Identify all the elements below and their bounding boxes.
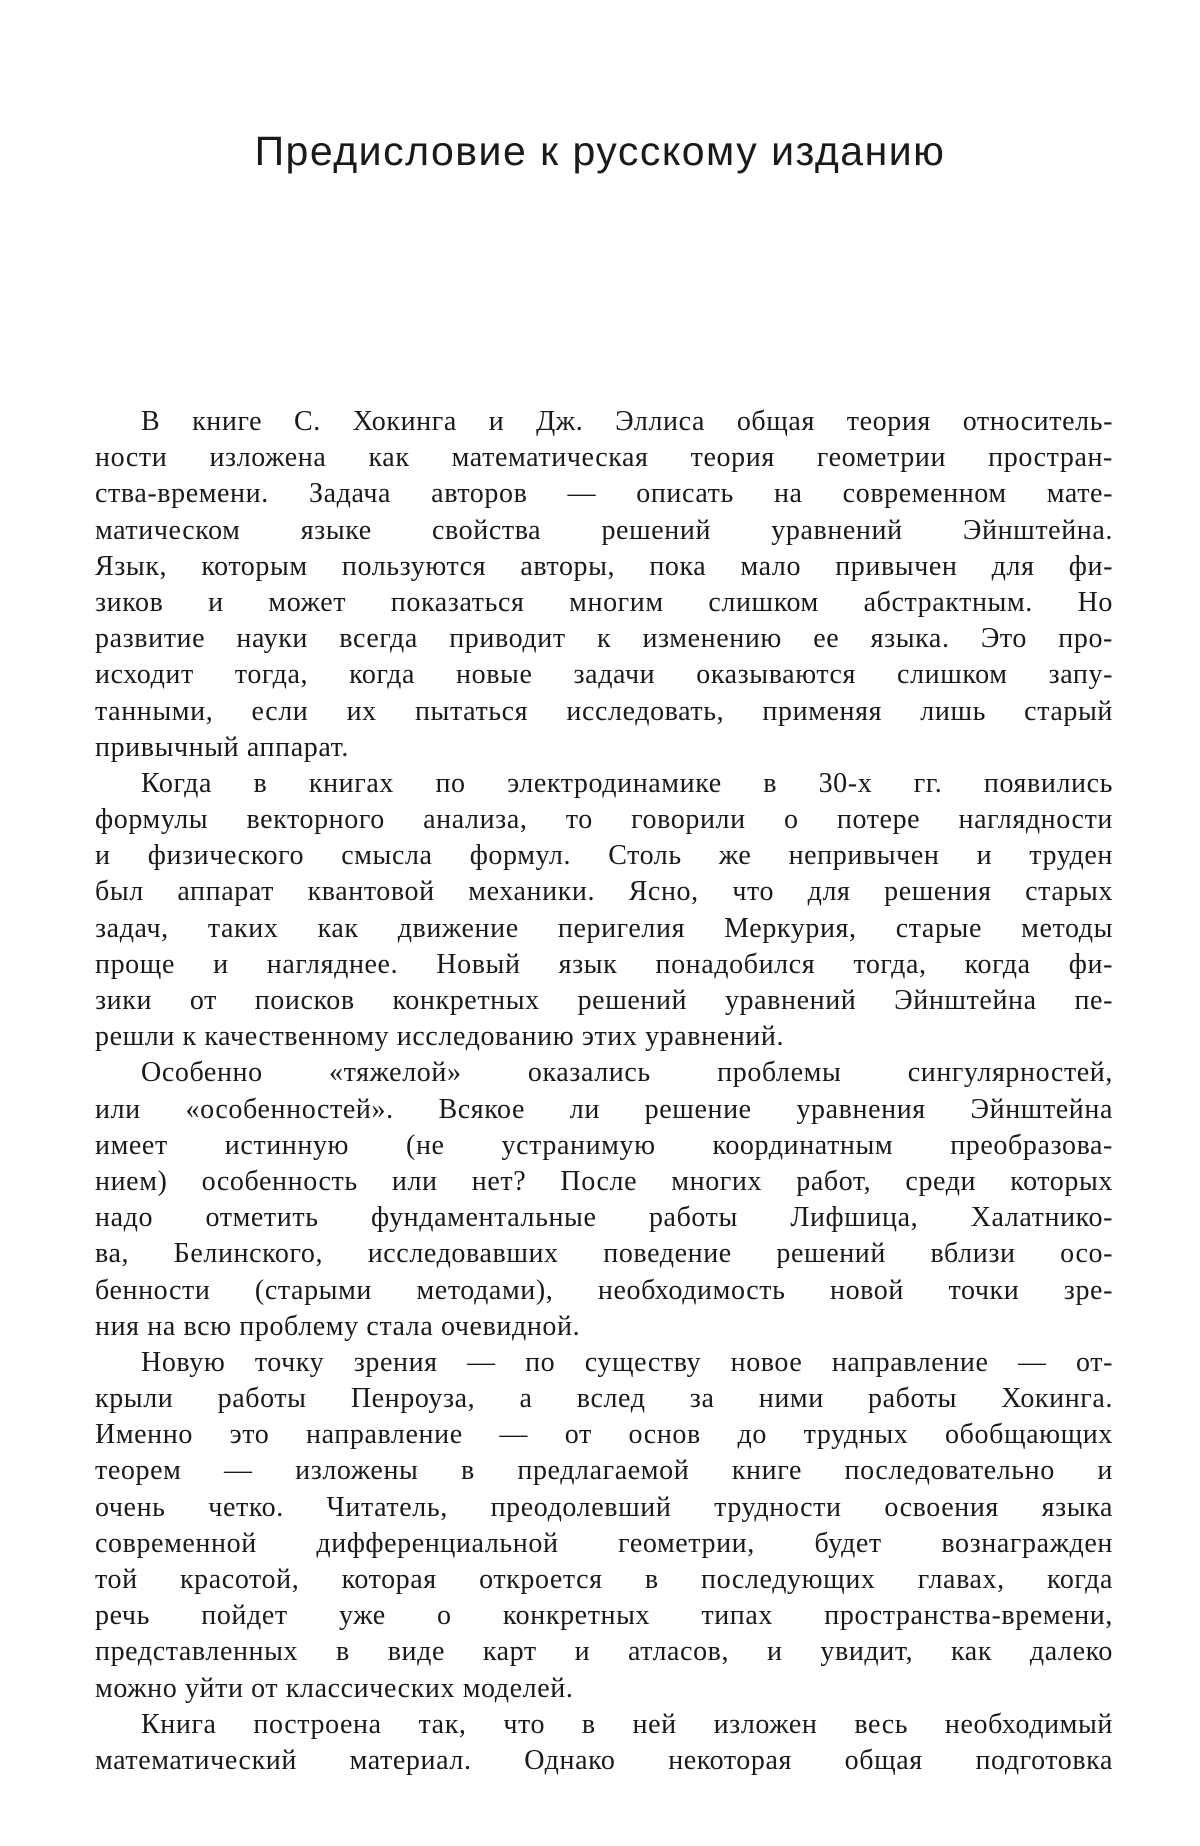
paragraph bbox=[95, 766, 1113, 1056]
text-line: или «особенностей». Всякое ли решение уравнения Эйнштейна bbox=[95, 1093, 1113, 1125]
text-line: Именно это направление — от основ до трудных обобщающих bbox=[95, 1419, 1113, 1451]
paragraph bbox=[95, 1707, 1113, 1779]
text-line: В книге С. Хокинга и Дж. Эллиса общая теория относитель- bbox=[141, 406, 1113, 437]
paragraph bbox=[95, 404, 1113, 766]
text-line: Когда в книгах по электродинамике в 30-х гг. появились bbox=[141, 767, 1113, 799]
text-line: бенности (старыми методами), необходимость новой точки зре- bbox=[95, 1274, 1113, 1306]
paragraph bbox=[95, 1345, 1113, 1707]
text-line: очень четко. Читатель, преодолевший трудности освоения языка bbox=[95, 1491, 1113, 1523]
text-line: речь пойдет уже о конкретных типах пространства-времени, bbox=[95, 1600, 1113, 1632]
text-line: зики от поисков конкретных решений уравнений Эйнштейна пе- bbox=[95, 985, 1113, 1016]
text-line: крыли работы Пенроуза, а вслед за ними работы Хокинга. bbox=[95, 1383, 1113, 1415]
text-line: Язык, которым пользуются авторы, пока мало привычен для фи- bbox=[95, 550, 1113, 582]
text-line: ния на всю проблему стала очевидной. bbox=[95, 1310, 581, 1342]
text-line: ства-времени. Задача авторов — описать на современном мате- bbox=[95, 478, 1113, 510]
text-line: ности изложена как математическая теория геометрии простран- bbox=[95, 442, 1113, 474]
text-line: теорем — изложены в предлагаемой книге последовательно и bbox=[95, 1455, 1113, 1487]
text-line: той красотой, которая откроется в последующих главах, когда bbox=[95, 1564, 1113, 1595]
text-line: и физического смысла формул. Столь же непривычен и труден bbox=[95, 840, 1113, 872]
text-line: был аппарат квантовой механики. Ясно, что для решения старых bbox=[95, 876, 1113, 908]
text-line: формулы векторного анализа, то говорили о потере наглядности bbox=[95, 804, 1113, 836]
text-line: задач, таких как движение перигелия Меркурия, старые методы bbox=[95, 912, 1113, 944]
text-line: современной дифференциальной геометрии, будет вознагражден bbox=[95, 1527, 1113, 1559]
text-line: надо отметить фундаментальные работы Лифшица, Халатнико- bbox=[95, 1202, 1113, 1234]
text-line: привычный аппарат. bbox=[95, 731, 349, 763]
text-line: развитие науки всегда приводит к изменению ее языка. Это про- bbox=[95, 623, 1113, 655]
text-line: решли к качественному исследованию этих уравнений. bbox=[95, 1021, 785, 1053]
text-line: танными, если их пытаться исследовать, применяя лишь старый bbox=[95, 695, 1113, 727]
text-line: проще и нагляднее. Новый язык понадобился тогда, когда фи- bbox=[95, 948, 1113, 980]
text-line: представленных в виде карт и атласов, и увидит, как далеко bbox=[95, 1636, 1113, 1668]
text-line: зиков и может показаться многим слишком абстрактным. Но bbox=[95, 586, 1113, 618]
text-line: исходит тогда, когда новые задачи оказываются слишком запу- bbox=[95, 659, 1113, 691]
text-line: нием) особенность или нет? После многих работ, среди которых bbox=[95, 1165, 1113, 1197]
text-line: ва, Белинского, исследовавших поведение решений вблизи осо- bbox=[95, 1238, 1113, 1270]
text-line: математический материал. Однако некоторая общая подготовка bbox=[95, 1744, 1113, 1776]
text-line: матическом языке свойства решений уравнений Эйнштейна. bbox=[95, 514, 1113, 546]
text-line: можно уйти от классических моделей. bbox=[95, 1672, 574, 1704]
text-line: Особенно «тяжелой» оказались проблемы сингулярностей, bbox=[141, 1057, 1113, 1089]
text-line: Книга построена так, что в ней изложен весь необходимый bbox=[141, 1708, 1113, 1740]
text-line: Новую точку зрения — по существу новое направление — от- bbox=[141, 1346, 1113, 1378]
page-title: Предисловие к русскому изданию bbox=[254, 128, 946, 174]
paragraph bbox=[95, 1055, 1113, 1345]
preface-body bbox=[95, 404, 1113, 1779]
text-line: имеет истинную (не устранимую координатным преобразова- bbox=[95, 1129, 1113, 1161]
